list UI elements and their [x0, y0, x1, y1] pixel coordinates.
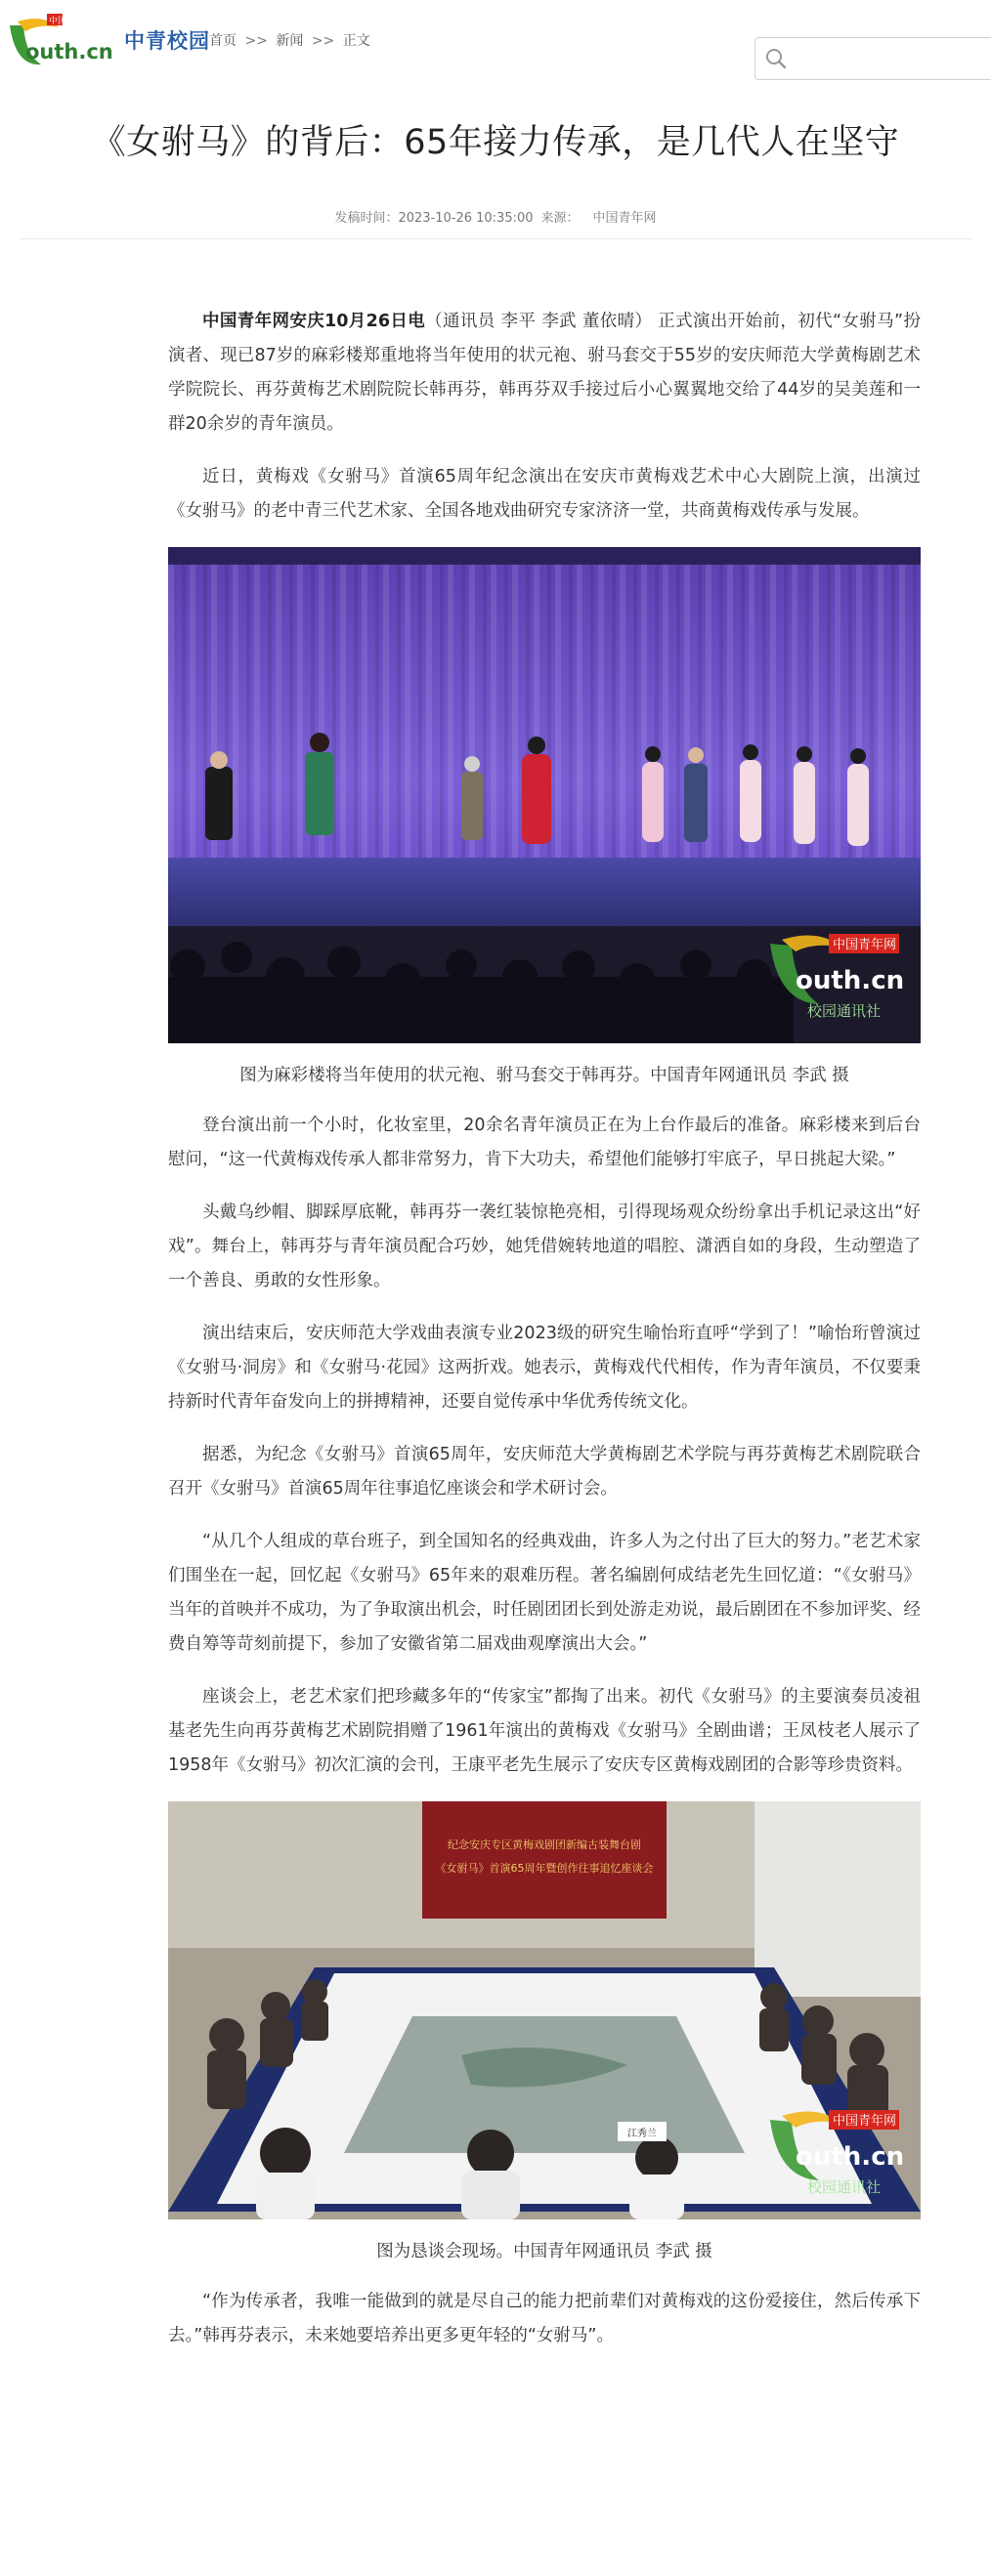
banner-line1: 纪念安庆专区黄梅戏剧团新编古装舞台剧	[448, 1838, 641, 1851]
youth-cn-watermark	[760, 2100, 907, 2206]
article-paragraph: “作为传承者，我唯一能做到的就是尽自己的能力把前辈们对黄梅戏的这份爱接住，然后传承下去。”韩再芬表示，未来她要培养出更多更年轻的“女驸马”。	[168, 2292, 921, 2345]
breadcrumb-separator: >>	[244, 33, 268, 49]
youth-cn-watermark	[760, 924, 907, 1030]
article-paragraph: 演出结束后，安庆师范大学戏曲表演专业2023级的研究生喻怡珩直呼“学到了！”喻怡珩曾演过《女驸马·洞房》和《女驸马·花园》这两折戏。她表示，黄梅戏代代相传，作为青年演员，不仅要秉持新时代青年奋发向上的拼搏精神，还要自觉传承中华优秀传统文化。	[168, 1324, 921, 1412]
published-time: 2023-10-26 10:35:00	[398, 211, 534, 226]
article-paragraph: 登台演出前一个小时，化妆室里，20余名青年演员正在为上台作最后的准备。麻彩楼来到后台慰问，“这一代黄梅戏传承人都非常努力，肯下大功夫，希望他们能够打牢底子，早日挑起大梁。”	[168, 1116, 921, 1169]
search-input[interactable]	[798, 46, 988, 73]
nameplate-text: 江秀兰	[627, 2129, 657, 2139]
article-body	[168, 305, 921, 2372]
watermark-sub: 校园通讯社	[807, 1002, 882, 1020]
photo-caption: 图为麻彩楼将当年使用的状元袍、驸马套交于韩再芬。中国青年网通讯员 李武 摄	[239, 1066, 849, 1085]
paragraph-text: （通讯员 李平 李武 董依晴） 正式演出开始前，初代“女驸马”扮演者、现已87岁的麻彩楼郑重地将当年使用的状元袍、驸马套交于55岁的安庆师范大学黄梅剧艺术学院院长、再芬黄梅艺术剧院院长韩再芬，韩再芬双手接过后小心翼翼地交给了44岁的吴美莲和一群20余岁的青年演员。	[168, 312, 921, 434]
youth-cn-logo[interactable]	[4, 8, 113, 74]
symposium-photo	[168, 1801, 921, 2219]
breadcrumb-news[interactable]: 新闻	[276, 33, 304, 49]
watermark-en: outh.cn	[796, 966, 905, 995]
article-paragraph: 据悉，为纪念《女驸马》首演65周年，安庆师范大学黄梅剧艺术学院与再芬黄梅艺术剧院联合召开《女驸马》首演65周年往事追忆座谈会和学术研讨会。	[168, 1445, 921, 1499]
article-paragraph: 近日，黄梅戏《女驸马》首演65周年纪念演出在安庆市黄梅戏艺术中心大剧院上演，出演过《女驸马》的老中青三代艺术家、全国各地戏曲研究专家济济一堂，共商黄梅戏传承与发展。	[168, 467, 921, 521]
dateline: 中国青年网安庆10月26日电	[202, 312, 426, 331]
article-paragraph: “从几个人组成的草台班子，到全国知名的经典戏曲，许多人为之付出了巨大的努力。”老艺术家们围坐在一起，回忆起《女驸马》65年来的艰难历程。著名编剧何成结老先生回忆道：“《女驸马》当年的首映并不成功，为了争取演出机会，时任剧团团长到处游走劝说，最后剧团在不参加评奖、经费自筹等苛刻前提下，参加了安徽省第二届戏曲观摩演出大会。”	[168, 1532, 921, 1654]
banner-line2: 《女驸马》首演65周年暨创作往事追忆座谈会	[435, 1862, 654, 1875]
article-meta	[0, 207, 991, 226]
published-label: 发稿时间：	[334, 211, 399, 226]
breadcrumb-home[interactable]: 首页	[209, 33, 237, 49]
watermark-sub: 校园通讯社	[807, 2178, 882, 2196]
watermark-en: outh.cn	[796, 2142, 905, 2172]
article-paragraph	[168, 305, 921, 442]
breadcrumb-separator: >>	[311, 33, 335, 49]
search-icon[interactable]	[765, 48, 787, 69]
source-value[interactable]: 中国青年网	[592, 211, 657, 226]
site-name[interactable]: 中青校园	[124, 28, 210, 53]
stage-photo	[168, 547, 921, 1043]
watermark-cn: 中国青年网	[833, 938, 897, 952]
article-title: 《女驸马》的背后：65年接力传承，是几代人在坚守	[91, 123, 900, 162]
watermark-cn: 中国青年网	[833, 2114, 897, 2129]
article-paragraph: 座谈会上，老艺术家们把珍藏多年的“传家宝”都掏了出来。初代《女驸马》的主要演奏员凌祖基老先生向再芬黄梅艺术剧院捐赠了1961年演出的黄梅戏《女驸马》全剧曲谱；王凤枝老人展示了1958年《女驸马》初次汇演的会刊，王康平老先生展示了安庆专区黄梅戏剧团的合影等珍贵资料。	[168, 1687, 921, 1775]
search-box[interactable]	[754, 37, 991, 80]
article-paragraph: 头戴乌纱帽、脚踩厚底靴，韩再芬一袭红装惊艳亮相，引得现场观众纷纷拿出手机记录这出“好戏”。舞台上，韩再芬与青年演员配合巧妙，她凭借婉转地道的唱腔、潇洒自如的身段，生动塑造了一个善良、勇敢的女性形象。	[168, 1203, 921, 1290]
logo-cn-text: 中国青年网	[49, 17, 94, 26]
title-divider	[20, 238, 971, 239]
site-header	[0, 0, 991, 90]
photo-caption: 图为恳谈会现场。中国青年网通讯员 李武 摄	[376, 2242, 712, 2261]
breadcrumb-current: 正文	[342, 33, 370, 49]
breadcrumb	[209, 30, 374, 50]
source-label: 来源：	[540, 211, 580, 226]
logo-en-text: outh.cn	[25, 40, 113, 63]
